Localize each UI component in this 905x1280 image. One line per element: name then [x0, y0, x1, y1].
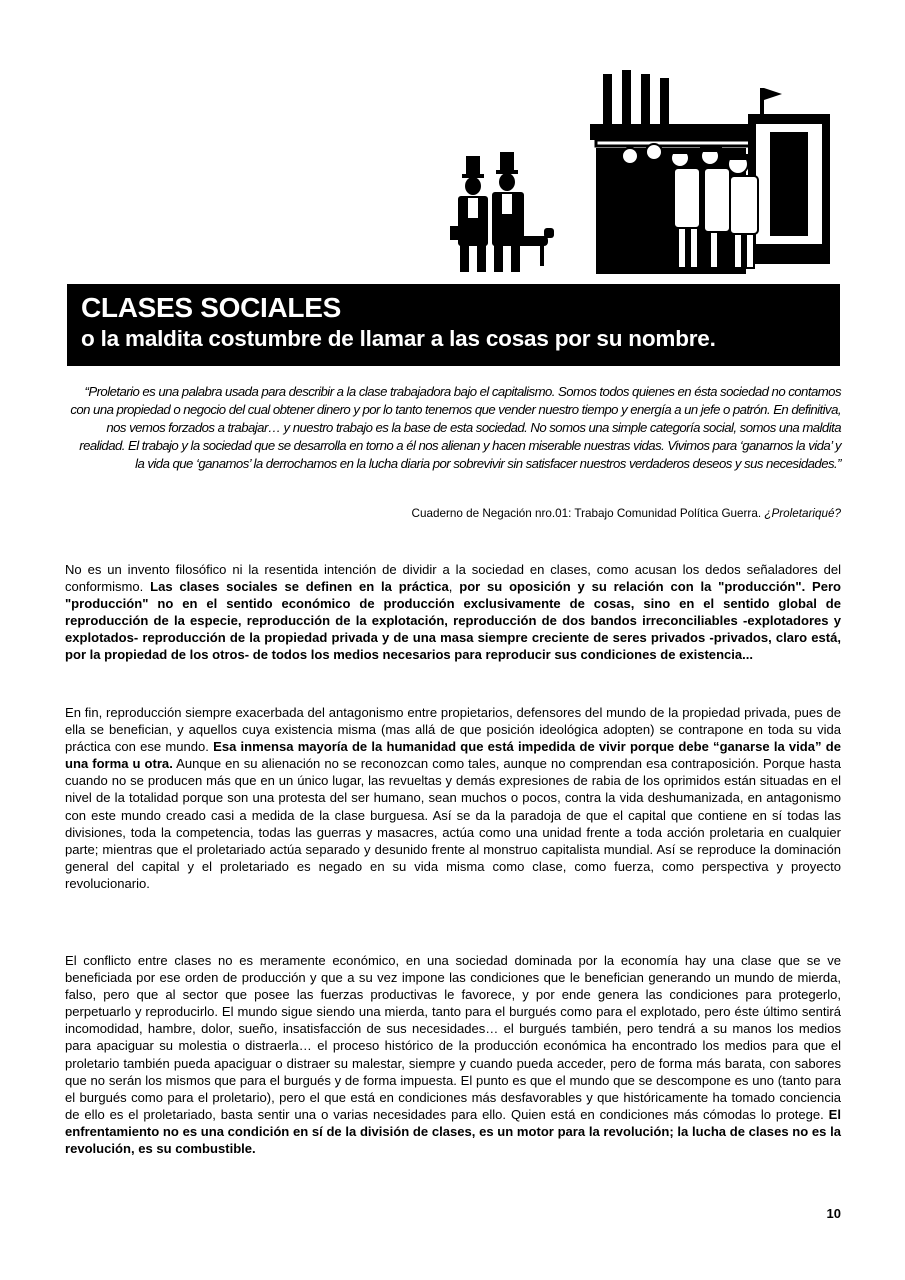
paragraph-emphasis: por su oposición y su relación con la "producción". Pero "producción" no en el sentido económico de producción exclusivamente de cosas, sino en el sentido global de reproducción de la especie, reproducción de la explotación, reproducción de dos bandos irreconciliables -explotadores y explotados- reproducción de la propiedad privada y de una masa siempre creciente de seres privados -privados, claro está, por la propiedad de los otros- de todos los medios necesarios para reproducir sus condiciones de existencia... [65, 579, 842, 663]
page-subtitle: o la maldita costumbre de llamar a las cosas por su nombre. [81, 326, 716, 351]
paragraph-emphasis: El enfrentamiento no es una condición en sí de la división de clases, es un motor para la revolución; la lucha de clases no es la revolución, es su combustible. [65, 1106, 841, 1157]
citation-title: ¿Proletariqué? [764, 507, 841, 520]
factory-bosses-workers-illustration [448, 68, 834, 276]
paragraph-emphasis: Las clases sociales se definen en la práctica [150, 579, 449, 595]
citation-source: Cuaderno de Negación nro.01: Trabajo Comunidad Política Guerra. [411, 507, 762, 520]
body-paragraph-1 [65, 561, 841, 664]
body-paragraph-2 [65, 704, 841, 892]
paragraph-text: No es un invento filosófico ni la resentida intención de dividir a la sociedad en clases, como acusan los dedos señaladores del conformismo. [65, 562, 841, 595]
paragraph-emphasis: Esa inmensa mayoría de la humanidad que está impedida de vivir porque debe “ganarse la vida” de una forma u otra. [65, 739, 841, 772]
paragraph-text: En fin, reproducción siempre exacerbada del antagonismo entre propietarios, defensores del mundo de la propiedad privada, pues de ella se benefician, y aquellos cuya existencia misma (mas allá de que posición ideológica adopten) se contrapone en toda su vida práctica con ese mundo. [65, 705, 841, 755]
page-number: 10 [826, 1206, 841, 1221]
body-paragraph-3 [65, 952, 841, 1157]
title-banner [67, 284, 840, 366]
quote-citation [67, 506, 841, 522]
paragraph-text: El conflicto entre clases no es meramente económico, en una sociedad dominada por la economía hay una clase que se ve beneficiada por ese orden de producción y que a su vez impone las condiciones que le benefician generando un mundo de mierda, falso, pero que al sector que posee las fuerzas productivas le favorece, y por ende genera las condiciones para protegerlo, perpetuarlo y reproducirlo. El mundo sigue siendo una mierda, tanto para el burgués como para el explotado, pero éste último sentirá incomodidad, hambre, dolor, sueño, insatisfacción de sus necesidades… el burgués también, pero tendrá a su manos los medios para apaciguar su molestia o distraerla… el proceso histórico de la producción económica ha encontrado los medios para que el proletario también pueda apaciguar o distraer su malestar, siempre y cuando pueda acceder, pero de forma más barata, con sabores que no serán los mismos que para el burgués y de forma impuesta. El punto es que el mundo que se descompone es uno (tanto para el burgués como para el proletario), pero el que está en condiciones más desfavorables y que históricamente ha tomado conciencia de ello es el proletariado, basta sentir una o varias necesidades para ello. Quien está en condiciones más cómodas lo protege. [65, 953, 841, 1122]
paragraph-separator: , [448, 579, 460, 595]
epigraph-quote: “Proletario es una palabra usada para describir a la clase trabajadora bajo el capitalismo. Somos todos quienes en ésta sociedad no contamos con una propiedad o negocio del cual obtener dinero y por lo tanto tenemos que vender nuestro tiempo y energía a un jefe o patrón. En definitiva, nos vemos forzados a trabajar… y nuestro trabajo es la base de esta sociedad. No somos una simple categoría social, somos una maldita realidad. El trabajo y la sociedad que se desarrolla en torno a él nos alienan y hacen miserable nuestras vidas. Vivimos para ‘ganarnos la vida’ y la vida que ‘ganamos’ la derrochamos en la lucha diaria por sobrevivir sin satisfacer nuestros verdaderos deseos y sus necesidades.” [70, 384, 841, 472]
page-title: CLASES SOCIALES [81, 292, 341, 323]
paragraph-text: Aunque en su alienación no se reconozcan como tales, aunque no comprendan esa contraposición. Porque hasta cuando no se producen más que en un único lugar, las revueltas y demás expresiones de rabia de los oprimidos están situadas en el nivel de la totalidad porque son una protesta del ser humano, sean muchos o pocos, contra la vida deshumanizada, en antagonismo con este mundo creado casi a medida de la clase burguesa. Así se da la paradoja de que el capital que contiene en sí todas las divisiones, toda la competencia, todas las guerras y masacres, actúa como una unidad frente a toda acción proletaria en cualquier parte; mientras que el proletariado actúa separado y desunido frente al monstruo capitalista mundial. Así se reproduce la dominación general del capital y el proletariado es negado en su vida misma como clase, como fuerza, como perspectiva y proyecto revolucionario. [65, 756, 842, 891]
